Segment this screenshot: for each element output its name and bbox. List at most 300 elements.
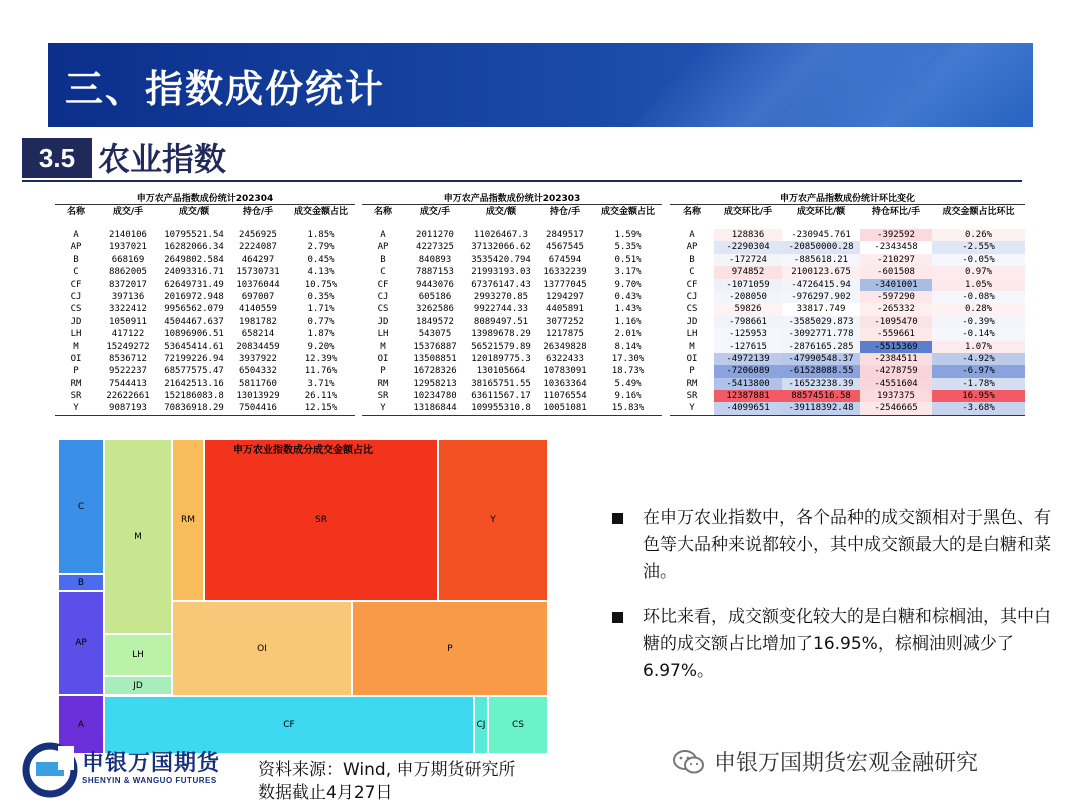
table-row: [362, 353, 662, 365]
table-cell: -0.14%: [932, 328, 1025, 340]
table-cell: -3.68%: [932, 402, 1025, 414]
table-cell: 17.30%: [611, 353, 645, 364]
table-cell: 10376044: [236, 279, 280, 290]
logo-mark-icon: [22, 742, 78, 798]
table-cell: 33817.749: [782, 303, 860, 315]
table-cell: 2016972.948: [164, 291, 224, 302]
table-row: [670, 254, 1025, 266]
table-cell: 0.45%: [307, 254, 335, 265]
treemap-cell-jd: [104, 676, 172, 695]
table-cell: -976297.902: [782, 291, 860, 303]
table-cell: 38165751.55: [471, 378, 531, 389]
table-row: [55, 266, 355, 278]
table-cell: 9522237: [109, 366, 147, 377]
table-cell: 7887153: [416, 267, 454, 278]
table-row: [55, 279, 355, 291]
table-cell: 15376887: [413, 341, 457, 352]
table-cell: 10234780: [413, 391, 457, 402]
table-cell: 70836918.29: [164, 403, 224, 414]
treemap-chart: [58, 439, 548, 754]
table-cell: C: [689, 267, 695, 278]
table-cell: -0.08%: [932, 291, 1025, 303]
table-cell: -2546665: [860, 402, 932, 414]
table-cell: AP: [70, 242, 82, 253]
table-cell: B: [73, 254, 79, 265]
table-title: 申万农产品指数成份统计202304: [55, 193, 355, 205]
table-cell: CS: [70, 304, 82, 315]
table-row: [670, 353, 1025, 365]
table-cell: 7504416: [239, 403, 277, 414]
table-cell: JD: [70, 316, 82, 327]
table-row: [362, 279, 662, 291]
table-cell: B: [689, 254, 695, 265]
table-cell: 1294297: [546, 291, 584, 302]
column-header: 成交金额占比环比: [942, 207, 1015, 217]
bullet-item: [612, 604, 1052, 685]
table-title: 申万农产品指数成份统计202303: [362, 193, 662, 205]
table-cell: 0.35%: [307, 291, 335, 302]
table-row: [670, 229, 1025, 241]
table-cell: -4726415.94: [782, 279, 860, 291]
column-header: 成交金额占比: [600, 207, 655, 217]
table-cell: 9922744.33: [473, 304, 529, 315]
table-cell: 1.07%: [932, 341, 1025, 353]
treemap-cell-label: JD: [133, 680, 143, 691]
table-cell: JD: [686, 316, 698, 327]
table-row: [362, 241, 662, 253]
table-cell: 1.71%: [307, 304, 335, 315]
table-cell: 1981782: [239, 316, 277, 327]
table-cell: 59826: [714, 303, 782, 315]
table-title: 申万农产品指数成份统计环比变化: [670, 193, 1025, 205]
table-cell: -172724: [714, 254, 782, 266]
table-cell: P: [380, 366, 386, 377]
table-cell: -2290304: [714, 241, 782, 253]
table-row: [362, 365, 662, 377]
table-cell: 12387881: [714, 390, 782, 402]
page-title: 三、指数成份统计: [65, 67, 386, 111]
table-cell: 1937021: [109, 242, 147, 253]
table-cell: OI: [70, 353, 82, 364]
table-cell: 1.16%: [614, 316, 642, 327]
table-cell: 12.15%: [304, 403, 338, 414]
table-cell: 417122: [111, 329, 145, 340]
table-cell: RM: [686, 378, 698, 389]
table-cell: 6504332: [239, 366, 277, 377]
table-row: [670, 365, 1025, 377]
table-row: [55, 303, 355, 315]
treemap-cell-p: [352, 601, 548, 696]
table-cell: M: [380, 341, 386, 352]
bullet-list: [612, 505, 1052, 703]
table-cell: OI: [377, 353, 389, 364]
table-row: [670, 341, 1025, 353]
treemap-cell-label: A: [77, 719, 85, 730]
table-cell: CS: [686, 304, 698, 315]
table-row: [55, 316, 355, 328]
table-cell: 8.14%: [614, 341, 642, 352]
treemap-cell-label: CF: [283, 720, 295, 730]
table-cell: 4.13%: [307, 267, 335, 278]
table-cell: 605186: [418, 291, 452, 302]
table-cell: 10783091: [543, 366, 587, 377]
table-cell: AP: [686, 242, 698, 253]
table-cell: 2011270: [416, 230, 454, 240]
table-cell: Y: [380, 403, 386, 414]
table-cell: A: [689, 230, 695, 240]
table-row: [362, 303, 662, 315]
table-cell: 10.75%: [304, 279, 338, 290]
table-cell: 2100123.675: [782, 266, 860, 278]
table-cell: 1.59%: [614, 230, 642, 240]
table-cell: 674594: [548, 254, 582, 265]
treemap-cell-y: [438, 439, 548, 601]
table-cell: 697007: [241, 291, 275, 302]
table-cell: 9.16%: [614, 391, 642, 402]
table-cell: Y: [73, 403, 79, 414]
table-row: [55, 341, 355, 353]
table-cell: 464297: [241, 254, 275, 265]
section-number: 3.5: [22, 138, 92, 178]
table-cell: 2.79%: [307, 242, 335, 253]
table-cell: 0.26%: [932, 229, 1025, 241]
table-cell: -4551604: [860, 378, 932, 390]
table-cell: -392592: [860, 229, 932, 241]
table-cell: 13777045: [543, 279, 587, 290]
table-cell: -1095470: [860, 316, 932, 328]
table-cell: -3092771.778: [782, 328, 860, 340]
table-cell: 56521579.89: [471, 341, 531, 352]
table-mom-change: [670, 193, 1025, 416]
table-cell: CF: [377, 279, 389, 290]
table-cell: 22622661: [106, 391, 150, 402]
table-cell: 53645414.61: [164, 341, 224, 352]
table-row: [55, 353, 355, 365]
table-cell: 5811760: [239, 378, 277, 389]
table-cell: -2343458: [860, 241, 932, 253]
table-cell: -20850000.28: [782, 241, 860, 253]
table-cell: -559661: [860, 328, 932, 340]
table-cell: -5413800: [714, 378, 782, 390]
table-row: [362, 328, 662, 340]
column-header: 名称: [66, 207, 85, 217]
table-row: [55, 390, 355, 402]
wechat-icon: [672, 748, 706, 776]
table-body: [362, 229, 662, 415]
table-cell: 16332239: [543, 267, 587, 278]
table-row: [362, 390, 662, 402]
table-cell: 37132066.62: [471, 242, 531, 253]
treemap-cell-label: OI: [257, 643, 267, 654]
table-cell: 63611567.17: [471, 391, 531, 402]
table-row: [55, 378, 355, 390]
table-bottom-rule: [670, 415, 1025, 416]
table-cell: CF: [70, 279, 82, 290]
table-cell: 5.35%: [614, 242, 642, 253]
column-header: 成交环比/额: [796, 207, 846, 217]
table-cell: -210297: [860, 254, 932, 266]
table-cell: P: [689, 366, 695, 377]
table-row: [55, 328, 355, 340]
table-row: [362, 266, 662, 278]
table-cell: JD: [377, 316, 389, 327]
table-row: [55, 229, 355, 241]
table-cell: 11076554: [543, 391, 587, 402]
table-cell: 0.28%: [932, 303, 1025, 315]
table-cell: 13186844: [413, 403, 457, 414]
treemap-cell-label: AP: [75, 638, 87, 648]
treemap-cell-ap: [58, 591, 104, 695]
table-cell: 18.73%: [611, 366, 645, 377]
treemap-cell-label: C: [77, 501, 85, 512]
table-cell: -601508: [860, 266, 932, 278]
table-cell: A: [380, 230, 386, 240]
table-cell: 11.76%: [304, 366, 338, 377]
column-header: 名称: [682, 207, 701, 217]
table-cell: 1217875: [546, 329, 584, 340]
table-cell: 1.05%: [932, 279, 1025, 291]
column-header: 持仓/手: [242, 207, 274, 217]
table-cell: -2384511: [860, 353, 932, 365]
treemap-cell-cj: [474, 696, 488, 754]
table-row: [670, 279, 1025, 291]
table-cell: 13989678.29: [471, 329, 531, 340]
treemap-cell-label: CS: [512, 720, 524, 730]
table-cell: RM: [377, 378, 389, 389]
table-cell: -4278759: [860, 365, 932, 377]
table-cell: -127615: [714, 341, 782, 353]
table-cell: 8372017: [109, 279, 147, 290]
table-header: [55, 205, 355, 229]
treemap-cell-label: B: [77, 577, 85, 588]
bullet-square-icon: [612, 612, 623, 623]
data-cutoff-note: 数据截止4月27日: [258, 783, 393, 803]
table-cell: 13508851: [413, 353, 457, 364]
table-row: [362, 254, 662, 266]
source-note: 资料来源：Wind, 申万期货研究所: [258, 760, 516, 780]
wechat-account-name: 申银万国期货宏观金融研究: [714, 751, 979, 776]
table-row: [55, 291, 355, 303]
table-cell: 5.49%: [614, 378, 642, 389]
table-bottom-rule: [362, 415, 662, 416]
table-row: [55, 254, 355, 266]
table-cell: -16523238.39: [782, 378, 860, 390]
table-cell: AP: [377, 242, 389, 253]
treemap-cell-label: M: [134, 531, 142, 542]
table-row: [670, 303, 1025, 315]
table-cell: LH: [70, 329, 82, 340]
table-cell: 2140106: [109, 230, 147, 240]
table-cell: -39118392.48: [782, 402, 860, 414]
section-divider: [22, 180, 1022, 182]
table-cell: Y: [689, 403, 695, 414]
table-cell: 0.77%: [307, 316, 335, 327]
table-row: [362, 341, 662, 353]
table-cell: 0.97%: [932, 266, 1025, 278]
table-cell: 2649802.584: [164, 254, 224, 265]
table-row: [670, 291, 1025, 303]
table-cell: 658214: [241, 329, 275, 340]
table-cell: M: [73, 341, 79, 352]
table-row: [362, 316, 662, 328]
table-cell: C: [73, 267, 79, 278]
treemap-cell-b: [58, 574, 104, 591]
table-cell: -4099651: [714, 402, 782, 414]
column-header: 名称: [373, 207, 392, 217]
table-cell: LH: [377, 329, 389, 340]
table-cell: 2456925: [239, 230, 277, 240]
table-cell: OI: [686, 353, 698, 364]
table-cell: 72199226.94: [164, 353, 224, 364]
table-cell: -4972139: [714, 353, 782, 365]
table-cell: 974852: [714, 266, 782, 278]
column-header: 持仓/手: [549, 207, 581, 217]
table-cell: 12958213: [413, 378, 457, 389]
table-cell: 1050911: [109, 316, 147, 327]
table-cell: 1849572: [416, 316, 454, 327]
table-cell: 9.70%: [614, 279, 642, 290]
table-cell: 2993270.85: [473, 291, 529, 302]
table-cell: -885618.21: [782, 254, 860, 266]
table-cell: -5515369: [860, 341, 932, 353]
table-cell: 3322412: [109, 304, 147, 315]
table-cell: 3937922: [239, 353, 277, 364]
column-header: 成交金额占比: [293, 207, 348, 217]
table-cell: RM: [70, 378, 82, 389]
table-cell: -0.05%: [932, 254, 1025, 266]
table-cell: 3535420.794: [471, 254, 531, 265]
table-cell: 16282066.34: [164, 242, 224, 253]
column-header: 成交环比/手: [723, 207, 773, 217]
table-cell: 397136: [111, 291, 145, 302]
treemap-cell-label: LH: [132, 650, 144, 660]
table-cell: 9087193: [109, 403, 147, 414]
table-cell: 88574516.58: [782, 390, 860, 402]
table-cell: 21993193.03: [471, 267, 531, 278]
table-cell: 15.83%: [611, 403, 645, 414]
table-cell: 9443076: [416, 279, 454, 290]
table-cell: 10795521.54: [164, 230, 224, 240]
table-cell: 11026467.3: [473, 230, 529, 240]
table-header: [670, 205, 1025, 229]
table-row: [670, 378, 1025, 390]
column-header: 持仓环比/手: [871, 207, 921, 217]
table-cell: 4227325: [416, 242, 454, 253]
table-cell: 0.51%: [614, 254, 642, 265]
table-cell: P: [73, 366, 79, 377]
table-cell: 1937375: [860, 390, 932, 402]
table-cell: 1.43%: [614, 304, 642, 315]
table-cell: -2.55%: [932, 241, 1025, 253]
table-cell: -47990548.37: [782, 353, 860, 365]
table-cell: 4405891: [546, 304, 584, 315]
table-cell: 26349828: [543, 341, 587, 352]
column-header: 成交/额: [485, 207, 517, 217]
table-cell: 10363364: [543, 378, 587, 389]
table-cell: 130105664: [476, 366, 526, 377]
table-cell: 62649731.49: [164, 279, 224, 290]
wechat-account: [672, 746, 978, 777]
table-cell: 128836: [714, 229, 782, 241]
treemap-title: 申万农业指数成分成交金额占比: [233, 445, 373, 456]
table-row: [670, 390, 1025, 402]
table-cell: 4504467.637: [164, 316, 224, 327]
table-cell: 3077252: [546, 316, 584, 327]
column-header: 成交/手: [112, 207, 144, 217]
table-cell: 16.95%: [932, 390, 1025, 402]
table-cell: SR: [70, 391, 82, 402]
table-cell: 20834459: [236, 341, 280, 352]
table-cell: CJ: [377, 291, 389, 302]
treemap-cell-label: CJ: [476, 720, 486, 730]
table-cell: LH: [686, 329, 698, 340]
table-cell: -265332: [860, 303, 932, 315]
table-row: [362, 378, 662, 390]
table-header: [362, 205, 662, 229]
table-row: [670, 266, 1025, 278]
table-cell: 8089497.51: [473, 316, 529, 327]
table-cell: -3585029.873: [782, 316, 860, 328]
table-row: [670, 316, 1025, 328]
table-cell: 26.11%: [304, 391, 338, 402]
table-cell: -597290: [860, 291, 932, 303]
table-body: [55, 229, 355, 415]
table-cell: 16728326: [413, 366, 457, 377]
table-cell: -230945.761: [782, 229, 860, 241]
table-cell: 9.20%: [307, 341, 335, 352]
table-cell: 3262586: [416, 304, 454, 315]
table-cell: 67376147.43: [471, 279, 531, 290]
table-cell: SR: [686, 391, 698, 402]
table-cell: 8862005: [109, 267, 147, 278]
table-row: [362, 291, 662, 303]
logo-english-name: SHENYIN & WANGUO FUTURES: [82, 776, 217, 785]
table-cell: -4.92%: [932, 353, 1025, 365]
table-cell: -7206089: [714, 365, 782, 377]
table-cell: B: [380, 254, 386, 265]
table-cell: -2876165.285: [782, 341, 860, 353]
table-cell: -1071059: [714, 279, 782, 291]
table-cell: -6.97%: [932, 365, 1025, 377]
treemap-cell-lh: [104, 634, 172, 676]
treemap-cell-c: [58, 439, 104, 574]
table-row: [55, 402, 355, 414]
treemap-cell-label: RM: [180, 515, 196, 525]
table-cell: 8536712: [109, 353, 147, 364]
table-cell: C: [380, 267, 386, 278]
column-header: 成交/额: [178, 207, 210, 217]
table-row: [362, 229, 662, 241]
table-cell: -208050: [714, 291, 782, 303]
treemap-cell-oi: [172, 601, 352, 696]
table-row: [55, 365, 355, 377]
treemap-cell-m: [104, 439, 172, 634]
table-cell: 543075: [418, 329, 452, 340]
table-row: [362, 402, 662, 414]
table-cell: -3401001: [860, 279, 932, 291]
table-cell: 668169: [111, 254, 145, 265]
treemap-cell-label: P: [447, 643, 453, 654]
table-cell: 1.85%: [307, 230, 335, 240]
table-body: [670, 229, 1025, 415]
table-cell: 152186083.8: [164, 391, 224, 402]
table-cell: 21642513.16: [164, 378, 224, 389]
company-logo: [22, 742, 242, 802]
table-cell: 2849517: [546, 230, 584, 240]
bullet-item: [612, 505, 1052, 586]
table-202303: [362, 193, 662, 416]
table-cell: CS: [377, 304, 389, 315]
